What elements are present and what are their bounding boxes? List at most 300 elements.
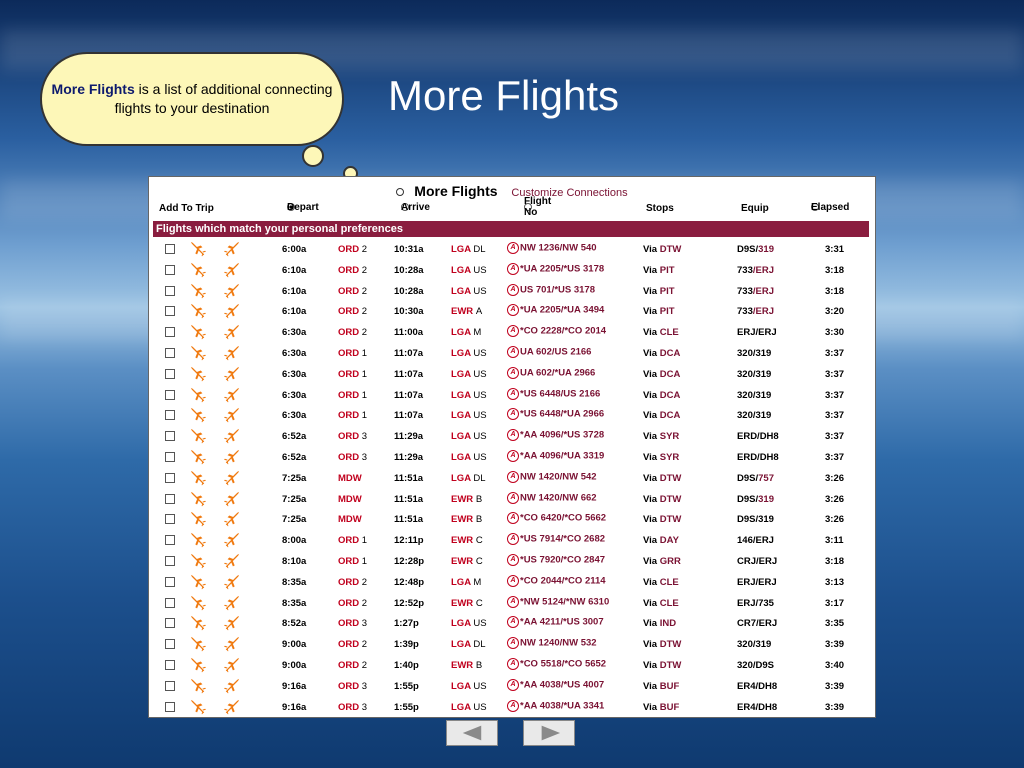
flight-number-text: *CO 2044/*CO 2114 bbox=[520, 575, 606, 587]
plane-icon[interactable] bbox=[189, 532, 207, 548]
stops: Via DCA bbox=[643, 347, 681, 359]
equipment bbox=[737, 390, 771, 401]
airline-a-icon: A bbox=[507, 325, 519, 337]
equipment-main: 320/319 bbox=[737, 347, 772, 359]
destination-terminal: DL bbox=[473, 244, 486, 255]
customize-connections-link[interactable]: Customize Connections bbox=[511, 187, 628, 199]
plane-icon[interactable] bbox=[223, 657, 241, 673]
flight-number[interactable] bbox=[507, 637, 597, 649]
elapsed-time: 3:18 bbox=[825, 555, 845, 567]
elapsed-time: 3:37 bbox=[825, 431, 845, 443]
plane-icon[interactable] bbox=[189, 262, 207, 278]
origin-code: ORD bbox=[338, 680, 360, 692]
equipment bbox=[737, 452, 779, 463]
arrive-time: 11:51a bbox=[394, 472, 424, 484]
next-button[interactable] bbox=[523, 720, 575, 746]
table-row[interactable] bbox=[149, 426, 875, 447]
equipment-main: ER4/DH8 bbox=[737, 680, 778, 692]
airline-a-icon: A bbox=[507, 575, 519, 587]
column-headers bbox=[149, 196, 875, 219]
origin-code: ORD bbox=[338, 244, 360, 255]
plane-icon[interactable] bbox=[189, 574, 207, 590]
plane-icon[interactable] bbox=[189, 657, 207, 673]
origin-airport bbox=[338, 286, 367, 297]
table-row[interactable] bbox=[149, 468, 875, 489]
equipment-main: D9S/ bbox=[737, 493, 759, 505]
flight-number[interactable] bbox=[507, 450, 604, 462]
plane-icon[interactable] bbox=[189, 636, 207, 652]
destination-airport bbox=[451, 660, 482, 671]
table-row[interactable] bbox=[149, 385, 875, 406]
plane-icon[interactable] bbox=[223, 303, 241, 319]
table-row[interactable] bbox=[149, 593, 875, 614]
plane-icon[interactable] bbox=[223, 449, 241, 465]
plane-icon[interactable] bbox=[189, 283, 207, 299]
destination-terminal: M bbox=[473, 327, 482, 339]
via-airport: GRR bbox=[659, 555, 681, 567]
flight-number-text: UA 602/US 2166 bbox=[520, 346, 592, 358]
arrive-time: 11:07a bbox=[394, 389, 424, 401]
destination-code: LGA bbox=[451, 410, 471, 422]
plane-icon[interactable] bbox=[223, 532, 241, 548]
right-arrow-icon bbox=[524, 721, 574, 745]
equipment-alt: 757 bbox=[758, 472, 774, 484]
add-to-trip-checkbox[interactable] bbox=[165, 702, 175, 712]
origin-terminal: 3 bbox=[361, 618, 368, 630]
origin-code: ORD bbox=[338, 264, 360, 276]
slide-title: More Flights bbox=[388, 72, 620, 119]
plane-icon[interactable] bbox=[189, 324, 207, 340]
elapsed-time: 3:31 bbox=[825, 244, 845, 255]
table-row[interactable] bbox=[149, 509, 875, 530]
plane-icon[interactable] bbox=[223, 407, 241, 423]
stops: Via IND bbox=[643, 618, 677, 630]
flight-number[interactable] bbox=[507, 284, 595, 296]
destination-code: LGA bbox=[451, 639, 471, 651]
via-airport: CLE bbox=[659, 327, 679, 339]
origin-airport bbox=[338, 618, 367, 629]
elapsed-time: 3:37 bbox=[825, 368, 845, 380]
elapsed-time: 3:35 bbox=[825, 618, 845, 630]
stops: Via DCA bbox=[643, 368, 681, 380]
equipment-alt: /ERJ bbox=[752, 306, 774, 318]
table-row[interactable] bbox=[149, 301, 875, 322]
airline-a-icon: A bbox=[507, 450, 519, 462]
plane-icon[interactable] bbox=[189, 470, 207, 486]
plane-icon[interactable] bbox=[189, 678, 207, 694]
arrive-time: 10:30a bbox=[394, 306, 424, 318]
destination-terminal: US bbox=[473, 431, 487, 443]
add-to-trip-checkbox[interactable] bbox=[165, 681, 175, 691]
flight-number[interactable] bbox=[507, 700, 604, 712]
equipment-main: 733 bbox=[737, 285, 753, 297]
destination-terminal: US bbox=[473, 264, 487, 276]
arrive-time: 11:29a bbox=[394, 451, 424, 463]
origin-airport bbox=[338, 348, 367, 359]
plane-icon[interactable] bbox=[189, 241, 207, 257]
plane-icon[interactable] bbox=[189, 407, 207, 423]
flight-number-text: *AA 4096/*US 3728 bbox=[520, 429, 605, 441]
plane-icon[interactable] bbox=[189, 449, 207, 465]
destination-terminal: US bbox=[473, 285, 487, 297]
header-depart: Depart bbox=[287, 201, 319, 213]
stops: Via DAY bbox=[643, 535, 679, 547]
stops: Via DTW bbox=[643, 659, 682, 671]
thought-dot-large bbox=[302, 145, 324, 167]
origin-code: ORD bbox=[338, 347, 360, 359]
destination-terminal: US bbox=[473, 410, 487, 422]
table-row[interactable] bbox=[149, 405, 875, 426]
origin-terminal: 1 bbox=[361, 535, 368, 547]
panel-title-bar bbox=[149, 183, 875, 199]
origin-terminal: 2 bbox=[361, 264, 368, 276]
equipment bbox=[737, 348, 771, 359]
flight-number[interactable] bbox=[507, 554, 605, 566]
flight-number[interactable] bbox=[507, 471, 597, 483]
destination-code: LGA bbox=[451, 244, 471, 255]
flight-number[interactable] bbox=[507, 512, 606, 524]
add-to-trip-checkbox[interactable] bbox=[165, 556, 175, 566]
arrive-time: 1:40p bbox=[394, 659, 419, 671]
arrive-time: 11:51a bbox=[394, 514, 424, 526]
table-row[interactable] bbox=[149, 634, 875, 655]
depart-time: 6:10a bbox=[282, 306, 307, 318]
header-add-to-trip: Add To Trip bbox=[159, 203, 214, 214]
table-row[interactable] bbox=[149, 676, 875, 697]
destination-code: EWR bbox=[451, 659, 474, 671]
via-airport: DTW bbox=[659, 472, 682, 484]
table-row[interactable] bbox=[149, 447, 875, 468]
flight-number[interactable] bbox=[507, 533, 605, 545]
add-to-trip-checkbox[interactable] bbox=[165, 452, 175, 462]
add-to-trip-checkbox[interactable] bbox=[165, 514, 175, 524]
destination-airport bbox=[451, 598, 483, 609]
origin-airport bbox=[338, 327, 367, 338]
plane-icon[interactable] bbox=[223, 553, 241, 569]
origin-code: ORD bbox=[338, 451, 360, 463]
depart-time: 6:30a bbox=[282, 410, 307, 422]
destination-code: LGA bbox=[451, 389, 471, 401]
origin-terminal: 2 bbox=[361, 597, 368, 609]
via-airport: DCA bbox=[659, 410, 681, 422]
equipment-main: 733 bbox=[737, 306, 753, 318]
destination-terminal: B bbox=[475, 493, 483, 505]
flight-number[interactable] bbox=[507, 429, 604, 441]
add-to-trip-checkbox[interactable] bbox=[165, 598, 175, 608]
origin-code: ORD bbox=[338, 576, 360, 588]
equipment bbox=[737, 244, 774, 255]
table-row[interactable] bbox=[149, 239, 875, 260]
flight-number-text: *NW 5124/*NW 6310 bbox=[520, 596, 610, 608]
plane-icon[interactable] bbox=[223, 636, 241, 652]
flight-number[interactable] bbox=[507, 304, 604, 316]
add-to-trip-checkbox[interactable] bbox=[165, 286, 175, 296]
equipment bbox=[737, 369, 771, 380]
equipment bbox=[737, 473, 774, 484]
add-to-trip-checkbox[interactable] bbox=[165, 327, 175, 337]
destination-terminal: C bbox=[475, 535, 483, 547]
destination-airport bbox=[451, 431, 487, 442]
table-row[interactable] bbox=[149, 697, 875, 718]
plane-icon[interactable] bbox=[223, 470, 241, 486]
equipment-main: D9S/ bbox=[737, 472, 759, 484]
elapsed-time: 3:26 bbox=[825, 472, 845, 484]
equipment-main: 733 bbox=[737, 264, 753, 276]
add-to-trip-checkbox[interactable] bbox=[165, 390, 175, 400]
plane-icon[interactable] bbox=[189, 491, 207, 507]
origin-terminal: 2 bbox=[361, 576, 368, 588]
origin-airport bbox=[338, 514, 362, 525]
destination-code: LGA bbox=[451, 327, 471, 339]
origin-airport bbox=[338, 556, 367, 567]
plane-icon[interactable] bbox=[189, 615, 207, 631]
equipment bbox=[737, 514, 774, 525]
plane-icon[interactable] bbox=[189, 387, 207, 403]
flight-number[interactable] bbox=[507, 658, 606, 670]
prev-button[interactable] bbox=[446, 720, 498, 746]
via-airport: CLE bbox=[659, 576, 679, 588]
via-airport: BUF bbox=[659, 701, 680, 713]
destination-airport bbox=[451, 369, 487, 380]
destination-airport bbox=[451, 306, 482, 317]
flight-number[interactable] bbox=[507, 388, 600, 400]
destination-code: LGA bbox=[451, 701, 471, 713]
flight-number[interactable] bbox=[507, 575, 606, 587]
add-to-trip-checkbox[interactable] bbox=[165, 535, 175, 545]
table-row[interactable] bbox=[149, 281, 875, 302]
plane-icon[interactable] bbox=[223, 699, 241, 715]
destination-airport bbox=[451, 535, 483, 546]
plane-icon[interactable] bbox=[189, 553, 207, 569]
equipment-main: ERJ/ERJ bbox=[737, 576, 777, 588]
sort-arrive[interactable] bbox=[401, 201, 430, 213]
origin-code: MDW bbox=[338, 493, 362, 505]
add-to-trip-checkbox[interactable] bbox=[165, 410, 175, 420]
plane-icon[interactable] bbox=[223, 574, 241, 590]
elapsed-time: 3:30 bbox=[825, 327, 845, 339]
table-row[interactable] bbox=[149, 489, 875, 510]
add-to-trip-checkbox[interactable] bbox=[165, 348, 175, 358]
destination-terminal: US bbox=[473, 368, 487, 380]
destination-airport bbox=[451, 348, 487, 359]
depart-time: 6:30a bbox=[282, 327, 307, 339]
plane-icon[interactable] bbox=[223, 595, 241, 611]
left-arrow-icon bbox=[447, 721, 497, 745]
origin-code: ORD bbox=[338, 368, 360, 380]
origin-airport bbox=[338, 660, 367, 671]
origin-airport bbox=[338, 639, 367, 650]
depart-time: 8:35a bbox=[282, 597, 307, 609]
destination-airport bbox=[451, 244, 486, 255]
header-arrive: Arrive bbox=[401, 201, 430, 213]
add-to-trip-checkbox[interactable] bbox=[165, 577, 175, 587]
table-row[interactable] bbox=[149, 343, 875, 364]
via-airport: DCA bbox=[659, 368, 681, 380]
origin-terminal: 2 bbox=[361, 639, 368, 651]
destination-airport bbox=[451, 286, 487, 297]
airline-a-icon: A bbox=[507, 408, 519, 420]
airline-a-icon: A bbox=[507, 679, 519, 691]
elapsed-time: 3:37 bbox=[825, 451, 845, 463]
flight-number-text: NW 1240/NW 532 bbox=[520, 637, 597, 649]
sort-flight-no[interactable] bbox=[524, 196, 552, 218]
plane-icon[interactable] bbox=[223, 262, 241, 278]
equipment-main: 320/319 bbox=[737, 368, 772, 380]
destination-airport bbox=[451, 410, 487, 421]
equipment bbox=[737, 535, 774, 546]
depart-time: 8:00a bbox=[282, 535, 307, 547]
origin-airport bbox=[338, 244, 367, 255]
destination-code: LGA bbox=[451, 680, 471, 692]
plane-icon[interactable] bbox=[223, 491, 241, 507]
sort-depart[interactable] bbox=[287, 201, 319, 213]
depart-time: 8:10a bbox=[282, 555, 307, 567]
panel-title: More Flights bbox=[414, 183, 498, 199]
destination-code: LGA bbox=[451, 576, 471, 588]
via-airport: PIT bbox=[659, 264, 675, 276]
origin-airport bbox=[338, 598, 367, 609]
add-to-trip-checkbox[interactable] bbox=[165, 494, 175, 504]
flight-number[interactable] bbox=[507, 346, 591, 358]
flight-number[interactable] bbox=[507, 492, 597, 504]
plane-icon[interactable] bbox=[223, 345, 241, 361]
origin-terminal: 1 bbox=[361, 555, 368, 567]
plane-icon[interactable] bbox=[223, 511, 241, 527]
origin-code: ORD bbox=[338, 659, 360, 671]
destination-terminal: C bbox=[475, 555, 483, 567]
table-row[interactable] bbox=[149, 322, 875, 343]
flight-number-text: *US 7914/*CO 2682 bbox=[520, 533, 606, 545]
table-row[interactable] bbox=[149, 530, 875, 551]
flight-number-text: *UA 2205/*UA 3494 bbox=[520, 304, 605, 316]
airline-a-icon: A bbox=[507, 367, 519, 379]
destination-code: LGA bbox=[451, 618, 471, 630]
arrive-time: 11:00a bbox=[394, 327, 424, 339]
via-airport: DCA bbox=[659, 389, 681, 401]
depart-time: 7:25a bbox=[282, 472, 307, 484]
origin-airport bbox=[338, 494, 362, 505]
plane-icon[interactable] bbox=[223, 241, 241, 257]
flight-number-text: *US 6448/*UA 2966 bbox=[520, 408, 605, 420]
plane-icon[interactable] bbox=[223, 283, 241, 299]
destination-code: EWR bbox=[451, 555, 474, 567]
stops: Via DTW bbox=[643, 472, 682, 484]
stops: Via DTW bbox=[643, 244, 682, 255]
depart-time: 6:52a bbox=[282, 431, 307, 443]
flight-number[interactable] bbox=[507, 242, 597, 254]
flight-number-text: *US 6448/US 2166 bbox=[520, 388, 601, 400]
destination-code: LGA bbox=[451, 368, 471, 380]
bubble-bold: More Flights bbox=[51, 81, 135, 97]
origin-terminal: 1 bbox=[361, 389, 368, 401]
table-row[interactable] bbox=[149, 572, 875, 593]
stops: Via CLE bbox=[643, 576, 679, 588]
destination-terminal: US bbox=[473, 389, 487, 401]
plane-icon[interactable] bbox=[223, 615, 241, 631]
origin-airport bbox=[338, 681, 367, 692]
origin-terminal: 2 bbox=[361, 306, 368, 318]
via-airport: SYR bbox=[659, 451, 680, 463]
equipment bbox=[737, 639, 771, 650]
add-to-trip-checkbox[interactable] bbox=[165, 306, 175, 316]
add-to-trip-checkbox[interactable] bbox=[165, 660, 175, 670]
flight-number-text: *UA 2205/*US 3178 bbox=[520, 263, 605, 275]
flight-number[interactable] bbox=[507, 367, 595, 379]
add-to-trip-checkbox[interactable] bbox=[165, 369, 175, 379]
destination-airport bbox=[451, 390, 487, 401]
destination-airport bbox=[451, 452, 487, 463]
add-to-trip-checkbox[interactable] bbox=[165, 473, 175, 483]
plane-icon[interactable] bbox=[223, 366, 241, 382]
plane-icon[interactable] bbox=[223, 324, 241, 340]
plane-icon[interactable] bbox=[189, 366, 207, 382]
add-to-trip-checkbox[interactable] bbox=[165, 618, 175, 628]
plane-icon[interactable] bbox=[189, 511, 207, 527]
plane-icon[interactable] bbox=[223, 428, 241, 444]
via-airport: IND bbox=[659, 618, 677, 630]
table-row[interactable] bbox=[149, 613, 875, 634]
plane-icon[interactable] bbox=[223, 678, 241, 694]
flight-number[interactable] bbox=[507, 408, 604, 420]
plane-icon[interactable] bbox=[223, 387, 241, 403]
origin-airport bbox=[338, 390, 367, 401]
add-to-trip-checkbox[interactable] bbox=[165, 244, 175, 254]
flight-number[interactable] bbox=[507, 325, 606, 337]
equipment-alt: 319 bbox=[758, 244, 774, 255]
via-airport: PIT bbox=[659, 306, 675, 318]
flights-panel bbox=[148, 176, 876, 718]
arrive-time: 11:51a bbox=[394, 493, 424, 505]
origin-code: ORD bbox=[338, 639, 360, 651]
destination-code: LGA bbox=[451, 264, 471, 276]
origin-terminal: 1 bbox=[361, 347, 368, 359]
add-to-trip-checkbox[interactable] bbox=[165, 265, 175, 275]
airline-a-icon: A bbox=[507, 616, 519, 628]
flight-number[interactable] bbox=[507, 679, 604, 691]
stops: Via DTW bbox=[643, 639, 682, 651]
equipment bbox=[737, 598, 774, 609]
via-airport: BUF bbox=[659, 680, 680, 692]
origin-code: ORD bbox=[338, 285, 360, 297]
sort-elapsed[interactable] bbox=[811, 201, 850, 213]
plane-icon[interactable] bbox=[189, 428, 207, 444]
table-row[interactable] bbox=[149, 551, 875, 572]
plane-icon[interactable] bbox=[189, 345, 207, 361]
add-to-trip-checkbox[interactable] bbox=[165, 639, 175, 649]
destination-terminal: US bbox=[473, 618, 487, 630]
table-row[interactable] bbox=[149, 260, 875, 281]
plane-icon[interactable] bbox=[189, 699, 207, 715]
plane-icon[interactable] bbox=[189, 303, 207, 319]
header-equip: Equip bbox=[741, 203, 769, 214]
flight-number-text: NW 1236/NW 540 bbox=[520, 242, 597, 254]
airline-a-icon: A bbox=[507, 512, 519, 524]
add-to-trip-checkbox[interactable] bbox=[165, 431, 175, 441]
table-row[interactable] bbox=[149, 364, 875, 385]
flight-number[interactable] bbox=[507, 263, 604, 275]
airline-a-icon: A bbox=[507, 700, 519, 712]
flight-number-text: *AA 4038/*UA 3341 bbox=[520, 700, 605, 712]
flight-number[interactable] bbox=[507, 616, 604, 628]
flight-number[interactable] bbox=[507, 596, 609, 608]
origin-code: ORD bbox=[338, 535, 360, 547]
depart-time: 8:35a bbox=[282, 576, 307, 588]
via-airport: SYR bbox=[659, 431, 680, 443]
plane-icon[interactable] bbox=[189, 595, 207, 611]
flight-number-text: *CO 6420/*CO 5662 bbox=[520, 512, 607, 524]
table-row[interactable] bbox=[149, 655, 875, 676]
equipment-main: 320/319 bbox=[737, 639, 772, 651]
